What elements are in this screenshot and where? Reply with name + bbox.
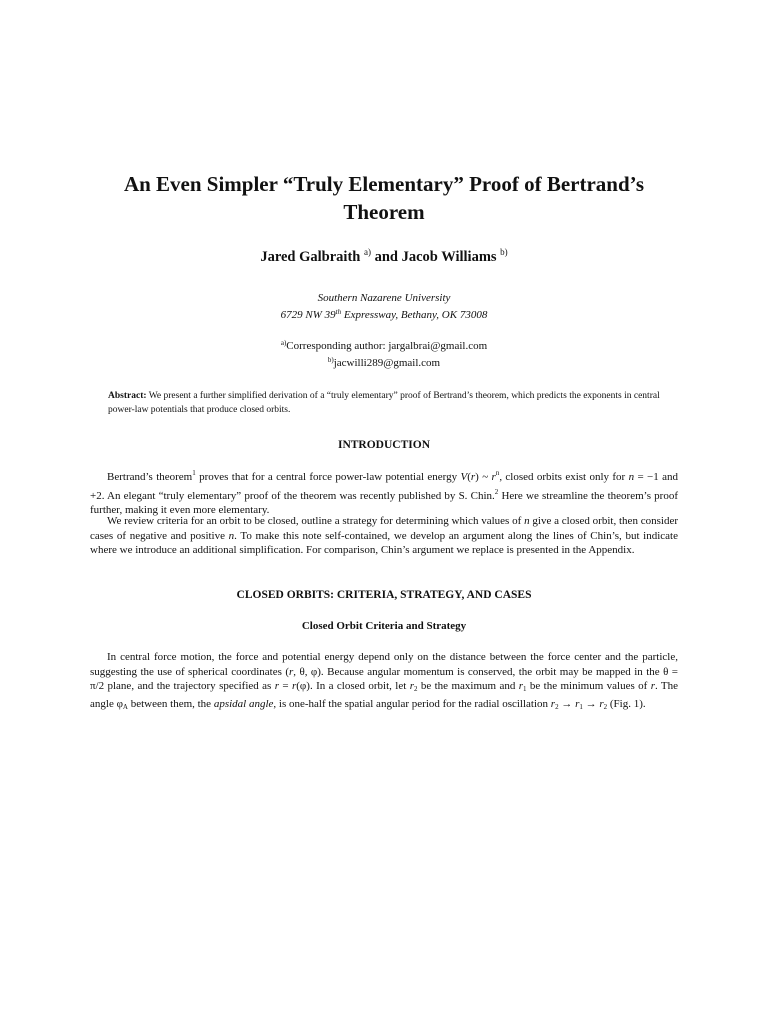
section-heading-introduction: INTRODUCTION [337, 439, 430, 451]
intro-paragraph-2: We review criteria for an orbit to be closed, outline a strategy for determining which values of n give a closed orbit, then consider cases of negative and positive n. To make this note self-contained, we develop an argument along the lines of Chin’s, but indicate where we introduce an additional simplification. For comparison, Chin’s argument we replace is presented in the Appendix. [90, 515, 679, 556]
contact-emails [90, 336, 678, 370]
author-2-mark: b) [500, 247, 508, 257]
section-heading-closed-orbits: CLOSED ORBITS: CRITERIA, STRATEGY, AND CASES [236, 589, 532, 601]
author-conjunction: and [370, 249, 402, 265]
intro-paragraph-1: Bertrand’s theorem$^1$ proves that for a central force power-law potential energy V(r) ~ $r^n$, closed orbits exist only for n = −1 and +2. An elegant “truly elementary” proof of the theorem was recently published by S. Chin.$^2$ Here we streamline the theorem’s proof further, making it even more elementary. [90, 469, 679, 516]
email-line-b [90, 353, 678, 370]
author-1-mark: a) [363, 247, 371, 257]
address [90, 305, 678, 322]
subsection-heading-criteria: Closed Orbit Criteria and Strategy [301, 620, 467, 632]
address-sup: th [335, 308, 342, 316]
criteria-paragraph-1: In central force motion, the force and potential energy depend only on the distance between the force center and the particle, suggesting the use of spherical coordinates (r, θ, φ). Because angular momentum is conserved, the orbit may be mapped in the θ = π/2 plane, and the trajectory specified as r = r(φ). In a closed orbit, let $r_2$ be the maximum and $r_1$ be the minimum values of r. The angle $\varphi_A$ between them, the apsidal angle, is one-half the spatial angular period for the radial oscillation $r_2 \to r_1 \to r_2$ (Fig. 1). [90, 651, 679, 711]
author-1: Jared Galbraith [260, 249, 361, 265]
address-prefix: 6729 NW 39 [280, 309, 336, 321]
institution: Southern Nazarene University [317, 292, 451, 304]
author-2: Jacob Williams [401, 249, 497, 265]
email-mark-b: b) [327, 356, 334, 364]
abstract [108, 389, 664, 417]
abstract-label: Abstract: [108, 391, 147, 401]
author-line [90, 247, 678, 266]
email-line-a [90, 336, 678, 353]
paper-title: An Even Simpler “Truly Elementary” Proof of Bertrand’s Theorem [123, 172, 645, 224]
affiliation [90, 291, 678, 322]
email-text-a: Corresponding author: jargalbrai@gmail.com [286, 340, 488, 352]
email-mark-a: a) [280, 339, 287, 347]
address-suffix: Expressway, Bethany, OK 73008 [341, 309, 488, 321]
abstract-text: We present a further simplified derivation of a “truly elementary” proof of Bertrand’s theorem, which predicts the exponents in central power-law potentials that produce closed orbits. [108, 391, 660, 415]
email-text-b: jacwilli289@gmail.com [333, 357, 441, 369]
